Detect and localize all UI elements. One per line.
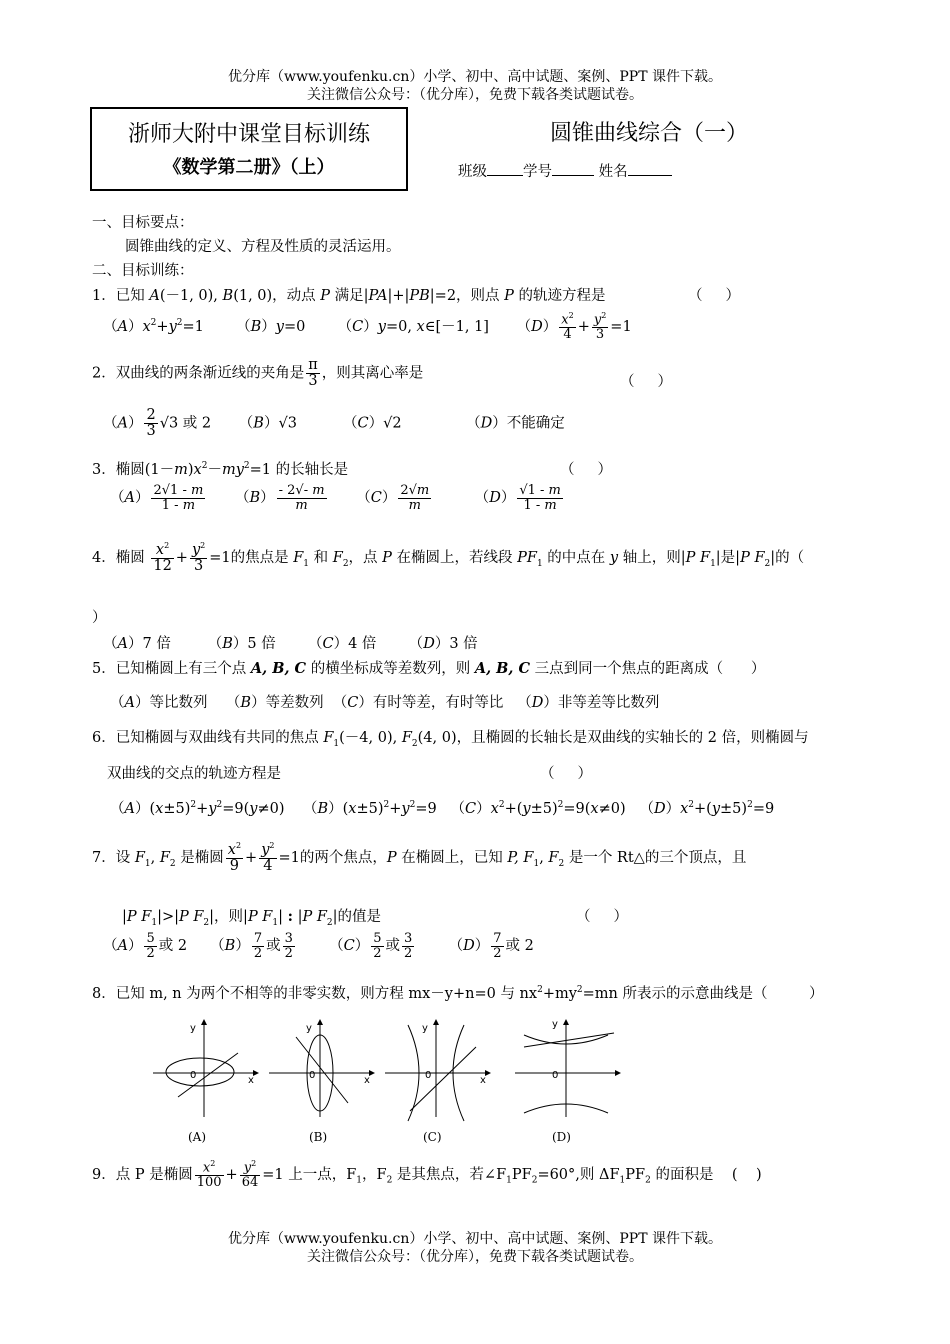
- x-label: x: [248, 1075, 254, 1086]
- class-label: 班级: [458, 164, 487, 180]
- figure-label-b: (B): [309, 1130, 328, 1144]
- origin-label: 0: [190, 1070, 197, 1081]
- header-line-2: 关注微信公众号：（优分库），免费下载各类试题试卷。: [307, 87, 643, 103]
- title-box: [90, 107, 408, 191]
- class-blank: [487, 163, 523, 176]
- title-box-line-1: 浙师大附中课堂目标训练: [127, 122, 370, 147]
- id-blank: [552, 163, 594, 176]
- q1-options: $(A)x^2+y^2=1$ （B）y=0 （C）y=0, x∈[－1, 1] （D） $\frac{x^2}{4}$ + $\frac{y^2}{3}$ =1: [103, 311, 632, 342]
- question-6-cont: 双曲线的交点的轨迹方程是: [107, 766, 281, 782]
- question-8: 8．已知 m, n 为两个不相等的非零实数，则方程 mx－y+n=0 与 $nx^2+my^2=mn$ 所表示的示意曲线是（ ）: [92, 985, 824, 1002]
- y-label: y: [552, 1019, 558, 1030]
- q3-options: （A） $\frac{2√1 - m}{1 - m}$ （B） $\frac{- 2√- m}{m}$ （C） $\frac{2√m}{m}$ （D） $\frac{√1 - m}{1 - m}$: [110, 483, 561, 513]
- answer-paren: （ ）: [576, 909, 629, 925]
- x-label: x: [364, 1075, 370, 1086]
- question-3: 3．椭圆$(1-m)x^2-my^2=1$ 的长轴长是: [92, 461, 349, 478]
- q4-paren-close: ）: [92, 610, 107, 626]
- question-1: 1．已知 A(－1, 0), B(1, 0)，动点 P 满足|PA|+|PB|=2，则点 P 的轨迹方程是: [92, 288, 606, 304]
- origin-label: 0: [552, 1070, 559, 1081]
- answer-paren: （ ）: [620, 374, 673, 390]
- figure-b: [264, 1017, 384, 1127]
- footer-line-1: 优分库（www.youfenku.cn）小学、初中、高中试题、案例、PPT 课件下载。: [227, 1231, 722, 1247]
- y-label: y: [306, 1023, 312, 1034]
- name-label: 姓名: [598, 164, 628, 180]
- q2-options: （A） $\frac{2}{3}$ √3 或 2 （B）√3 （C）√2 （D）不能确定: [103, 407, 565, 440]
- q5-options: （A）等比数列 （B）等差数列 （C）有时等差，有时等比 （D）非等差等比数列: [110, 695, 660, 711]
- id-label: 学号: [523, 164, 552, 180]
- answer-paren: （ ）: [540, 766, 593, 782]
- q6-options: $(A)(x\pm 5)^2+y^2=9(y\ne 0)$ $(B)(x\pm 5)^2+y^2=9$ $(C)x^2+(y\pm 5)^2=9(x\ne 0)$ $(D)x^2+(y\pm 5)^2=9$: [110, 800, 775, 817]
- question-6: 6．已知椭圆与双曲线有共同的焦点 $F_1(-4$, 0), $F_2(4$, 0)，且椭圆的长轴长是双曲线的实轴长的 2 倍，则椭圆与: [92, 730, 809, 749]
- figure-c: [380, 1017, 500, 1127]
- header-line-1: 优分库（www.youfenku.cn）小学、初中、高中试题、案例、PPT 课件下载。: [227, 69, 722, 85]
- answer-paren: （ ）: [688, 288, 741, 304]
- title-box-line-2: 《数学第二册》（上）: [163, 157, 335, 178]
- footer-line-2: 关注微信公众号：（优分库），免费下载各类试题试卷。: [307, 1249, 643, 1265]
- figure-a: [148, 1017, 268, 1127]
- question-9: 9．点 P 是椭圆 $\frac{x^2}{100}$ + $\frac{y^2}{64}$ =1 上一点，$F_1$，$F_2$ 是其焦点，若$\angle F_1PF_2=60^\circ$,则 $\Delta F_1PF_2$ 的面积是 ( ): [92, 1159, 762, 1190]
- figure-label-a: (A): [188, 1130, 207, 1144]
- origin-label: 0: [425, 1070, 432, 1081]
- y-label: y: [422, 1023, 428, 1034]
- x-label: x: [480, 1075, 486, 1086]
- figure-label-d: (D): [552, 1130, 571, 1144]
- figure-label-c: (C): [423, 1130, 442, 1144]
- question-5: 5．已知椭圆上有三个点 A, B, C 的横坐标成等差数列，则 A, B, C 三点到同一个焦点的距离成（ ）: [92, 660, 766, 677]
- question-2: 2．双曲线的两条渐近线的夹角是 $\frac{\pi}{3}$ ，则其离心率是: [92, 357, 424, 390]
- section1-heading: 一、目标要点：: [92, 215, 194, 231]
- answer-paren: （ ）: [560, 462, 613, 478]
- section1-text: 圆锥曲线的定义、方程及性质的灵活运用。: [125, 239, 401, 255]
- section2-heading: 二、目标训练：: [92, 263, 194, 279]
- figure-d: [510, 1017, 630, 1127]
- question-7: 7．设 $F_1$, $F_2$ 是椭圆 $\frac{x^2}{9}$ + $\frac{y^2}{4}$ =1的两个焦点，P 在椭圆上，已知 P, $F_1$, $F_2$ 是一个 Rt△的三个顶点，且: [92, 841, 747, 875]
- origin-label: 0: [309, 1070, 316, 1081]
- q7-options: （A） $\frac{5}{2}$ 或 2 （B） $\frac{7}{2}$ 或 $\frac{3}{2}$ （C） $\frac{5}{2}$ 或 $\frac{3}{2}$ （D） $\frac{7}{2}$ 或 2: [103, 931, 534, 961]
- q4-options: （A）7 倍 （B）5 倍 （C）4 倍 （D）3 倍: [103, 636, 478, 652]
- question-7-cont: |P $F_1|>|P$ $F_2|$，则|P $F_1|$ : |P $F_2|$的值是: [122, 908, 382, 928]
- y-label: y: [190, 1023, 196, 1034]
- page-title: 圆锥曲线综合（一）: [550, 121, 749, 146]
- question-4: 4．椭圆 $\frac{x^2}{12}$ + $\frac{y^2}{3}$ =1的焦点是 $F_1$ 和 $F_2$，点 P 在椭圆上，若线段 $PF_1$ 的中点在 y 轴上，则|P $F_1|$是|P $F_2|$的（: [92, 541, 805, 575]
- name-blank: [628, 163, 672, 176]
- student-info-row: [458, 160, 672, 181]
